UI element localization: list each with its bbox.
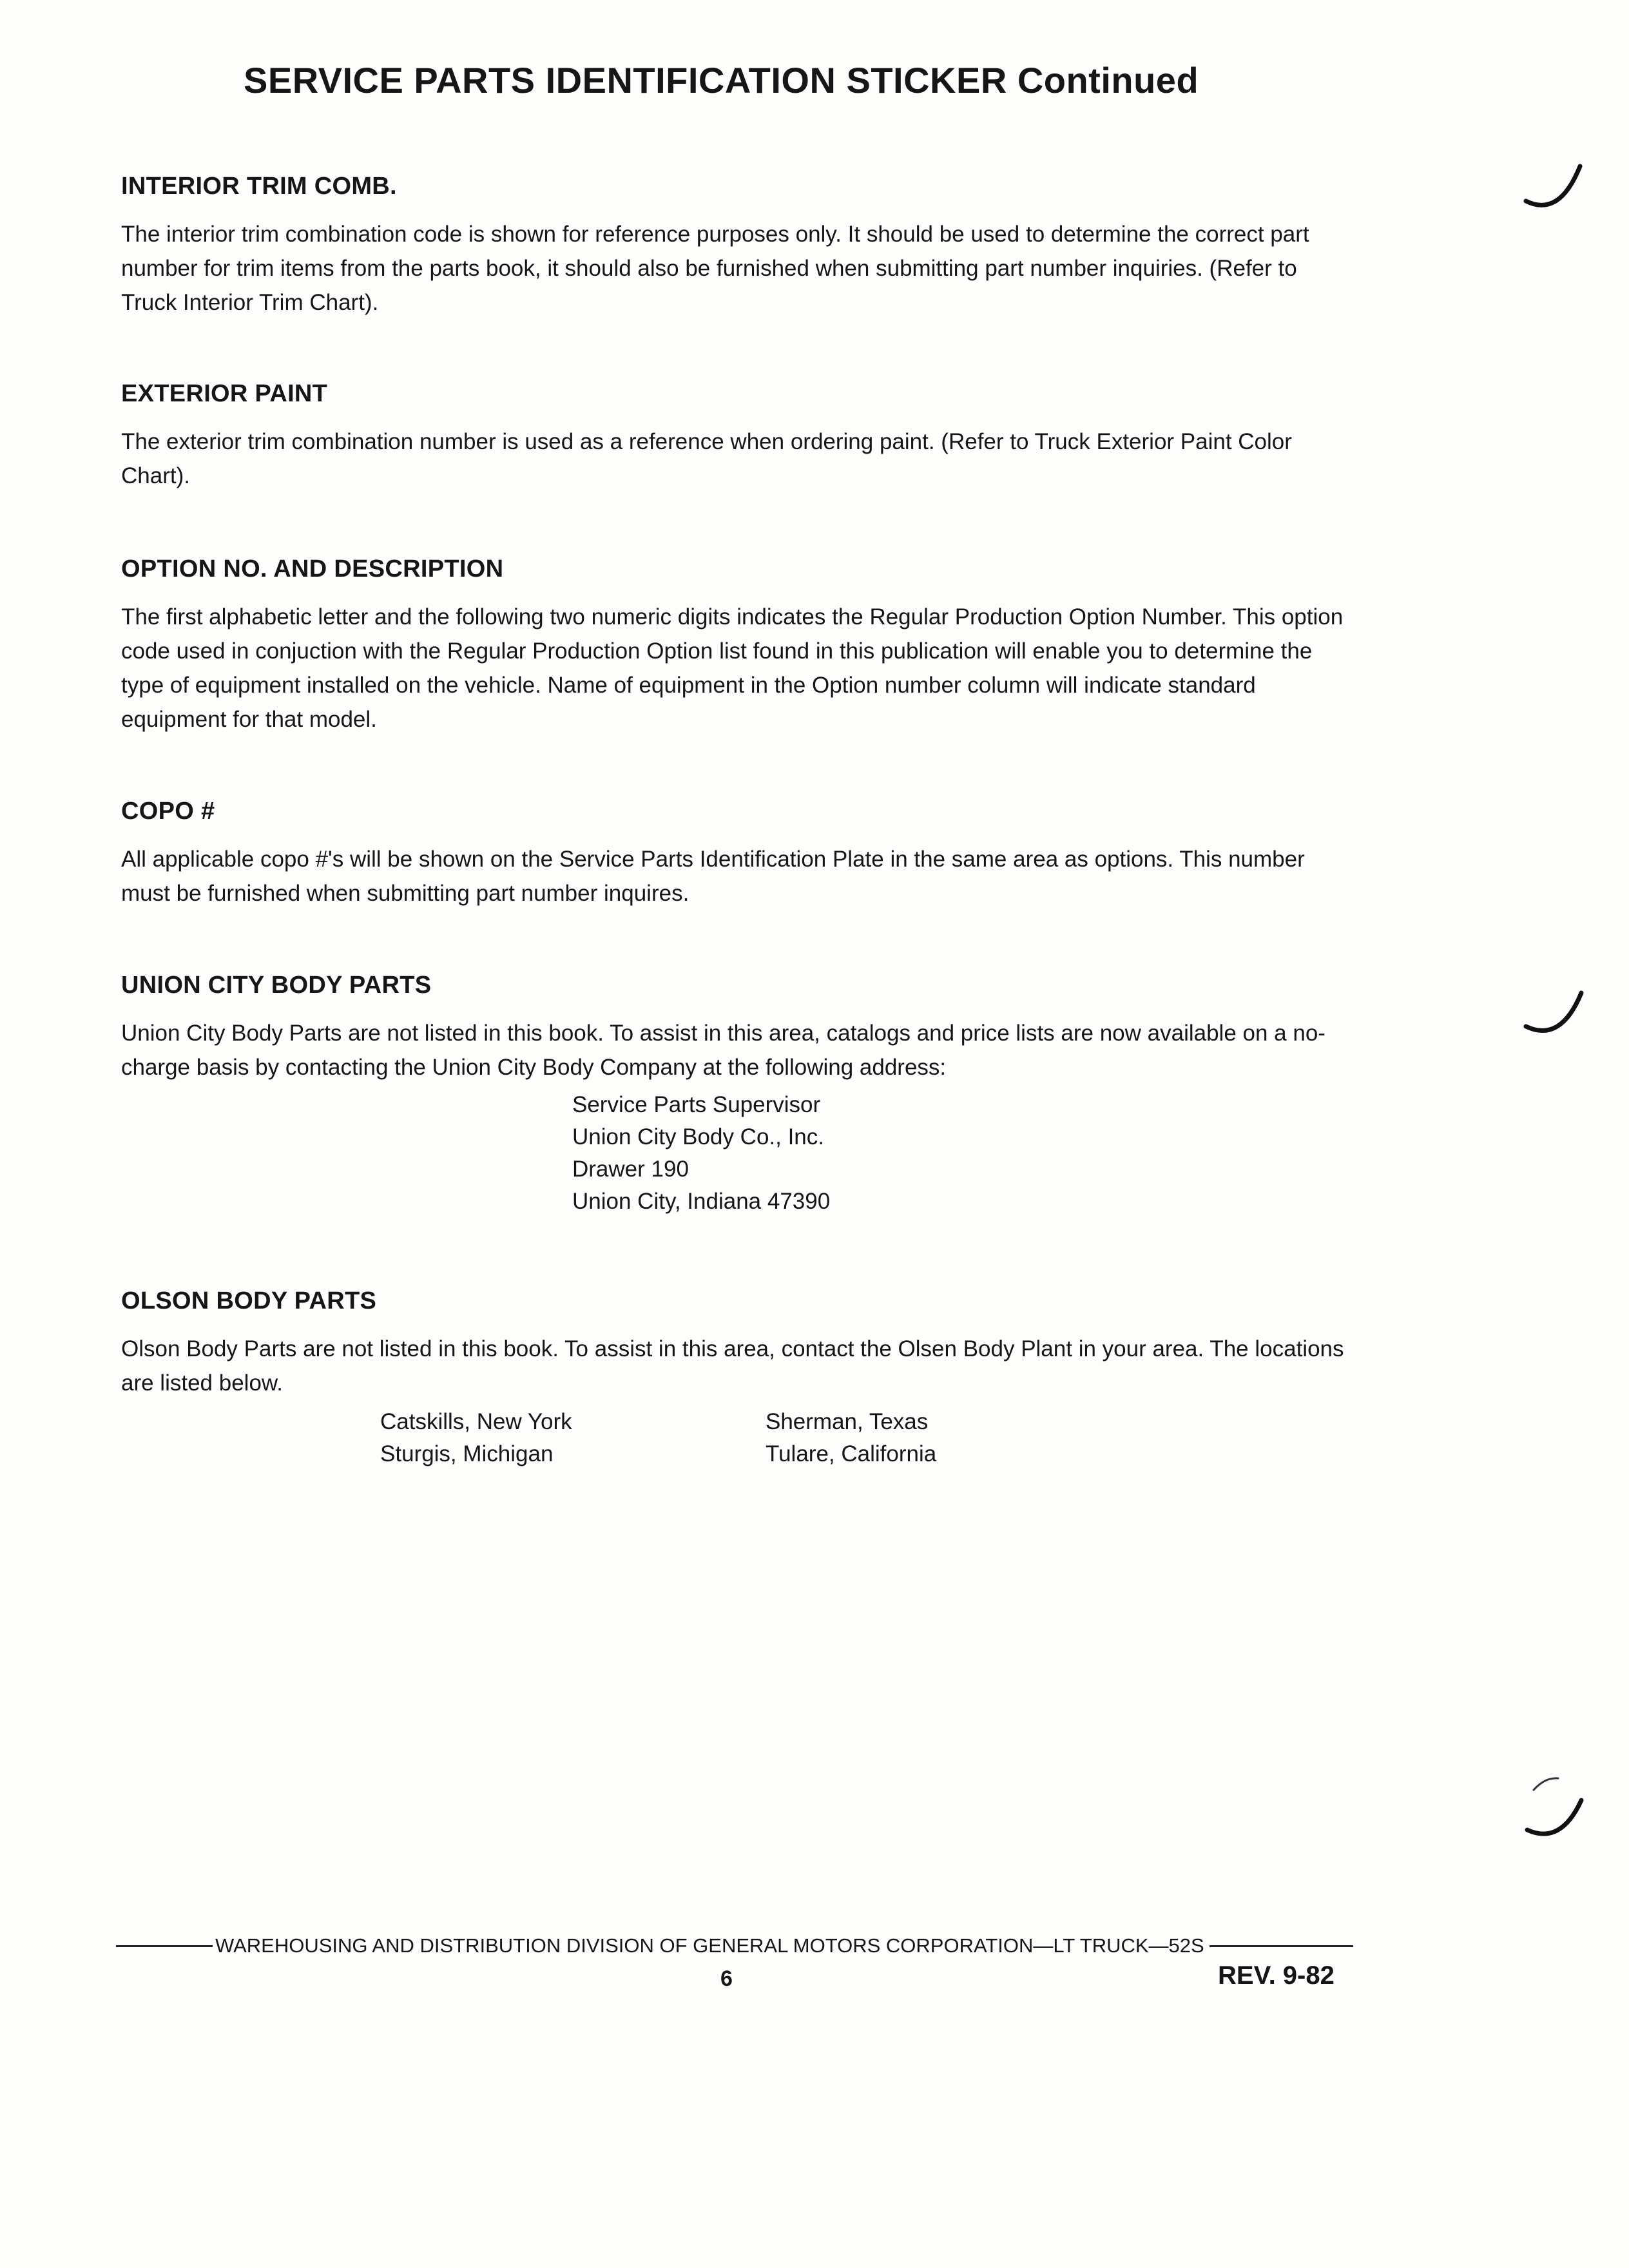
section-heading: OLSON BODY PARTS (121, 1287, 377, 1314)
section-heading: OPTION NO. AND DESCRIPTION (121, 555, 504, 582)
section-body: Union City Body Parts are not listed in this book. To assist in this area, catalogs and price lists are now available on a no-charge basis by contacting the Union City Body Company at the following address: (121, 1021, 1325, 1080)
revision: REV. 9-82 (1218, 1961, 1335, 1990)
section-heading: EXTERIOR PAINT (121, 380, 328, 407)
section-body: Olson Body Parts are not listed in this book. To assist in this area, contact the Olsen Body Plant in your area. The locations are listed below. (121, 1336, 1344, 1396)
footer (116, 1934, 1353, 1957)
union-city-address (572, 1089, 830, 1218)
section-exterior-paint (121, 380, 1345, 493)
section-copo (121, 798, 1345, 910)
address-line: Union City Body Co., Inc. (572, 1124, 824, 1149)
section-heading: COPO # (121, 798, 215, 825)
section-body: All applicable copo #'s will be shown on the Service Parts Identification Plate in the same area as options. This number must be furnished when submitting part number inquires. (121, 847, 1305, 906)
page-title: SERVICE PARTS IDENTIFICATION STICKER Continued (244, 60, 1199, 101)
section-interior-trim (121, 173, 1345, 320)
address-line: Union City, Indiana 47390 (572, 1189, 831, 1214)
footer-rule-left (116, 1945, 213, 1947)
page-number: 6 (720, 1966, 733, 1991)
location: Catskills, New York (380, 1409, 572, 1434)
section-body: The first alphabetic letter and the following two numeric digits indicates the Regular Production Option Number. This option code used in conjuction with the Regular Production Option list found in this publication will enable you to determine the type of equipment installed on the vehicle. Name of equipment in the Option number column will indicate standard equipment for that model. (121, 604, 1344, 732)
section-olson (121, 1287, 1345, 1400)
location: Sherman, Texas (766, 1409, 929, 1434)
section-heading: UNION CITY BODY PARTS (121, 972, 432, 999)
binder-mark-icon (1521, 161, 1592, 219)
footer-rule-right (1210, 1945, 1353, 1947)
section-option-description (121, 555, 1345, 736)
section-body: The exterior trim combination number is used as a reference when ordering paint. (Refer to Truck Exterior Paint Color Chart). (121, 429, 1292, 488)
section-body: The interior trim combination code is shown for reference purposes only. It should be used to determine the correct part number for trim items from the parts book, it should also be furnished when submitting part number inquiries. (Refer to Truck Interior Trim Chart). (121, 222, 1309, 315)
locations-left (380, 1406, 572, 1470)
section-heading: INTERIOR TRIM COMB. (121, 173, 397, 200)
location: Tulare, California (766, 1441, 937, 1466)
locations-right (766, 1406, 936, 1470)
binder-mark-icon (1521, 989, 1592, 1047)
section-union-city (121, 972, 1345, 1084)
address-line: Drawer 190 (572, 1157, 689, 1182)
address-line: Service Parts Supervisor (572, 1092, 821, 1117)
location: Sturgis, Michigan (380, 1441, 554, 1466)
footer-text: WAREHOUSING AND DISTRIBUTION DIVISION OF GENERAL MOTORS CORPORATION—LT TRUCK—52S (215, 1934, 1204, 1957)
binder-mark-icon (1521, 1765, 1592, 1849)
